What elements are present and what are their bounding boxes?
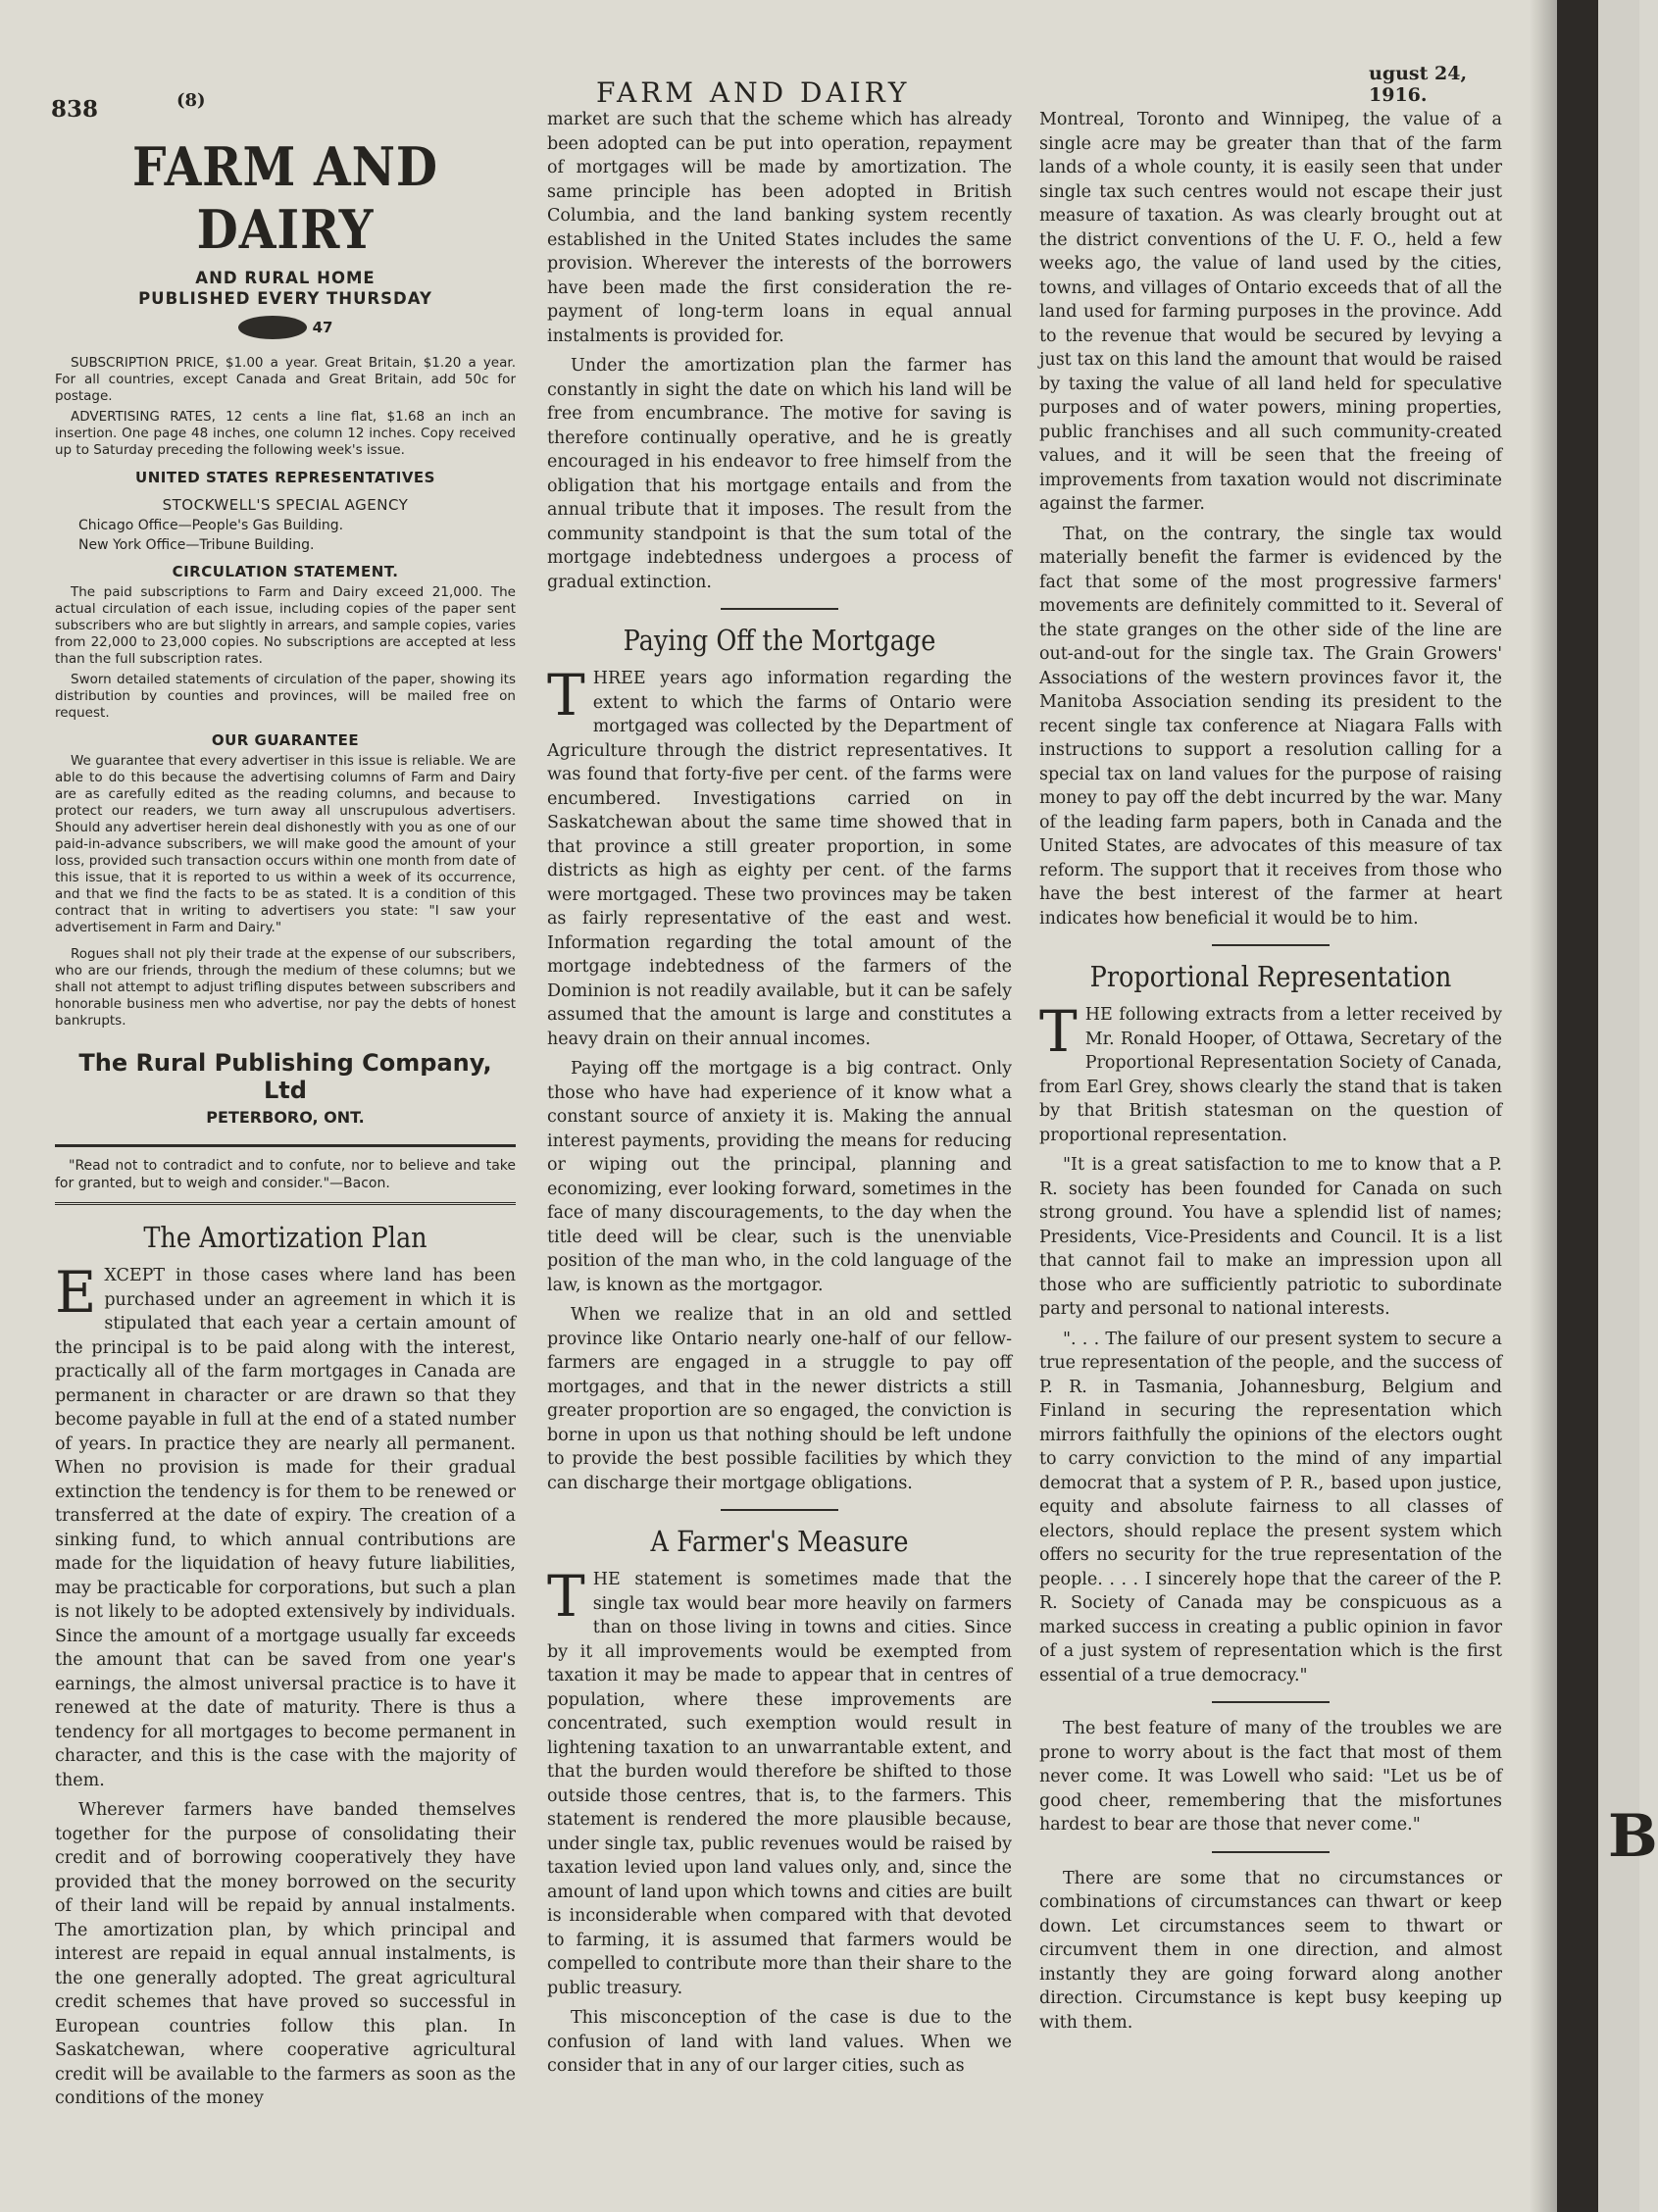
circulation-statement: The paid subscriptions to Farm and Dairy exceed 21,000. The actual circulation of each issue, including copies of the paper sent subscribers who are but slightly in arrears, and sample copies, varies from 22,000 to 23,000 copies. No subscriptions are accepted at less than the full subscription rates. [55,584,516,667]
binding-shadow [1530,0,1559,2212]
article-paragraph: ". . . The failure of our present system to secure a true representation of the people, and the success of P. R. in Tasmania, Johannesburg, Belgium and Finland in securing the representation which mirrors faithfully the opinions of the electors ought to carry conviction to the mind of any impartial democrat that a system of P. R., based upon justice, equity and absolute fairness to all classes of electors, should replace the present system which offers no security for the true representation of the people. . . . I sincerely hope that the career of the P. R. Society of Canada may be conspicuous as a marked success in creating a public opinion in favor of a just system of representation which is the first essential of a true democracy." [1039,1329,1502,1685]
oval-seal-icon [238,316,307,339]
column-left [55,108,516,2117]
article-paragraph: market are such that the scheme which has already been adopted can be put into operation, repayment of mortgages will be made by amortization. The same principle has been adopted in British Columbia, and the land banking system recently established in the United States includes the same provision. Wherever the interests of the borrowers have been made the first consideration the re-payment of long-term loans in equal annual instalments is provided for. [547,110,1012,346]
article-paragraph: THE following extracts from a letter received by Mr. Ronald Hooper, of Ottawa, Secretary of the Proportional Representation Society of Canada, from Earl Grey, shows clearly the stand that is taken by that British statesman on the question of proportional representation. [1039,998,1502,1145]
subscription-price: SUBSCRIPTION PRICE, $1.00 a year. Great Britain, $1.20 a year. For all countries, except Canada and Great Britain, add 50c for postage. [55,355,516,404]
divider [1212,1851,1330,1853]
divider [1212,1701,1330,1703]
article-paragraph: THE statement is sometimes made that the single tax would bear more heavily on farmers than on those living in towns and cities. Since by it all improvements would be exempted from taxation it may be made to appear that in centres of population, where these improvements are concentrated, such exemption would result in lightening taxation to an unwarrantable extent, and that the burden would therefore be shifted to those outside those centres, that is, to the farmers. This statement is rendered the more plausible because, under single tax, public revenues would be raised by taxation levied upon land values only, and, since the amount of land upon which towns and cities are built is inconsiderable when compared with that devoted to farming, it is assumed that farmers would be compelled to contribute more than their share to the public treasury. [547,1563,1012,1998]
publisher-name: The Rural Publishing Company, Ltd [78,1049,492,1104]
circulation-heading: CIRCULATION STATEMENT. [172,563,399,580]
masthead-seal [55,316,516,345]
us-representatives-heading: UNITED STATES REPRESENTATIVES [135,469,435,486]
filler-paragraph-troubles: The best feature of many of the troubles we are prone to worry about is the fact that most of them never come. It was Lowell who said: "Let us be of good cheer, remembering that the misfortunes hardest to bear are those that never come." [1039,1719,1502,1835]
divider [55,1202,516,1207]
article-paragraph: "It is a great satisfaction to me to know that a P. R. society has been founded for Canada on such strong ground. You have a splendid list of names; Presidents, Vice-Presidents and Council. It is a list that cannot fail to make an impression upon all those who are sufficiently patriotic to subordinate party and personal to national interests. [1039,1155,1502,1319]
article-title-measure: A Farmer's Measure [650,1525,909,1558]
filler-paragraph-circumstances: There are some that no circumstances or combinations of circumstances can thwart or keep down. Let circumstances seem to thwart or circumvent them in one direction, and almost instantly they are going forward along another direction. Circumstance is kept busy keeping up with them. [1039,1868,1502,2033]
article-title-amortization: The Amortization Plan [143,1221,427,1254]
page-number: 838 [51,96,99,123]
section-page-number: (8) [176,90,206,111]
agency-name: STOCKWELL'S SPECIAL AGENCY [162,496,409,514]
article-paragraph: Under the amortization plan the farmer has constantly in sight the date on which his land will be free from encumbrance. The motive for saving is therefore continually operative, and he is greatly encouraged in his endeavor to free himself from the obligation that his mortgage entails and from the annual tribute that it imposes. The result from the community standpoint is that the sum total of the mortgage indebtedness undergoes a process of gradual extinction. [547,356,1012,592]
drop-cap: T [1039,998,1078,1065]
rogues-notice: Rogues shall not ply their trade at the expense of our subscribers, who are our friends, through the medium of these columns; but we shall not attempt to adjust trifling disputes between subscribers and honorable business men who advertise, nor pay the debts of honest bankrupts. [55,946,516,1029]
divider [1212,944,1330,946]
article-paragraph: Wherever farmers have banded themselves together for the purpose of consolidating their credit and of borrowing cooperatively they have provided that the money borrowed on the security of their land will be repaid by annual instalments. The amortization plan, by which principal and interest are repaid in equal annual instalments, is the one generally adopted. The great agricultural credit schemes that have proved so successful in European countries follow this plan. In Saskatchewan, where cooperative agricultural credit will be available to the farmers as soon as the conditions of the money [55,1800,516,2108]
adjacent-page-strip [1598,0,1639,2212]
sworn-statement: Sworn detailed statements of circulation of the paper, showing its distribution by counties and provinces, will be mailed free on request. [55,672,516,721]
bacon-quote: "Read not to contradict and to confute, nor to believe and take for granted, but to weigh and consider."—Bacon. [55,1158,516,1191]
publisher-place: PETERBORO, ONT. [206,1108,365,1127]
divider [55,1144,516,1147]
drop-cap: E [55,1259,97,1326]
issue-date: ugust 24, 1916. [1369,63,1468,106]
article-paragraph: This misconception of the case is due to the confusion of land with land values. When we consider that in any of our larger cities, such as [547,2008,1012,2076]
adjacent-page-letter: B [1608,1802,1658,1871]
masthead-title: FARM AND DAIRY [132,135,438,261]
chicago-office: Chicago Office—People's Gas Building. [78,518,344,533]
divider [721,608,838,610]
article-paragraph: When we realize that in an old and settled province like Ontario nearly one-half of our fellow-farmers are engaged in a struggle to pay off mortgages, and that in the newer districts a still greater proportion are so engaged, the conviction is borne in upon us that nothing should be left undone to provide the best possible facilities by which they can discharge their mortgage obligations. [547,1305,1012,1493]
article-paragraph: EXCEPT in those cases where land has been purchased under an agreement in which it is stipulated that each year a certain amount of the principal is to be paid along with the interest, practically all of the farm mortgages in Canada are permanent in character or are drawn so that they become payable in full at the end of a stated number of years. In practice they are nearly all permanent. When no provision is made for their gradual extinction the tendency is for them to be renewed or transferred at the date of expiry. The creation of a sinking fund, to which annual contributions are made for the liquidation of heavy future liabilities, may be practicable for corporations, but such a plan is not likely to be adopted extensively by individuals. Since the amount of a mortgage usually far exceeds the amount that can be saved from one year's earnings, the almost universal practice is to have it renewed at the date of maturity. There is thus a tendency for all mortgages to become permanent in character, and this is the case with the majority of them. [55,1259,516,1790]
masthead-frequency: PUBLISHED EVERY THURSDAY [138,289,432,308]
article-title-proportional: Proportional Representation [1089,960,1452,993]
article-title-mortgage: Paying Off the Mortgage [623,624,936,657]
drop-cap: T [547,1563,585,1630]
divider [721,1509,838,1511]
running-title: FARM AND DAIRY [596,76,911,109]
article-paragraph: Montreal, Toronto and Winnipeg, the value of a single acre may be greater than that of the farm lands of a whole county, it is easily seen that under single tax such centres would not escape their just measure of taxation. As was clearly brought out at the district conventions of the U. F. O., held a few weeks ago, the value of land used by the cities, towns, and villages of Ontario exceeds that of all the land used for farming purposes in the province. Add to the revenue that would be secured by levying a just tax on this land the amount that would be raised by taxing the value of all land held for speculative purposes and of water powers, mining properties, public franchises and all such community-created values, and it will be seen that the freeing of improvements from taxation would not discriminate against the farmer. [1039,110,1502,514]
article-paragraph: That, on the contrary, the single tax would materially benefit the farmer is evidenced by the fact that some of the most progressive farmers' movements are definitely committed to it. Several of the state granges on the other side of the line are out-and-out for the single tax. The Grain Growers' Associations of the western provinces favor it, the Manitoba Association sending its president to the recent single tax conference at Niagara Falls with instructions to support a resolution calling for a special tax on land values for the purpose of raising money to pay off the debt incurred by the war. Many of the leading farm papers, both in Canada and the United States, are advocates of this measure of tax reform. The support that it receives from those who have the best interest of the farmer at heart indicates how beneficial it would be to him. [1039,524,1502,929]
guarantee-heading: OUR GUARANTEE [211,731,360,749]
advertising-rates: ADVERTISING RATES, 12 cents a line flat, $1.68 an inch an insertion. One page 48 inches, one column 12 inches. Copy received up to Saturday preceding the following week's issue. [55,409,516,458]
column-right [1039,108,1502,2040]
newyork-office: New York Office—Tribune Building. [78,537,315,553]
drop-cap: T [547,662,585,729]
seal-number: 47 [312,319,333,336]
column-middle [547,108,1012,2085]
page-header [47,63,1498,123]
guarantee-text: We guarantee that every advertiser in this issue is reliable. We are able to do this because the advertising columns of Farm and Dairy are as carefully edited as the reading columns, and because to protect our readers, we turn away all unscrupulous advertisers. Should any advertiser herein deal dishonestly with you as one of our paid-in-advance subscribers, we will make good the amount of your loss, provided such transaction occurs within one month from date of this issue, that it is reported to us within a week of its occurrence, and that we find the facts to be as stated. It is a condition of this contract that in writing to advertisers you state: "I saw your advertisement in Farm and Dairy." [55,753,516,935]
article-paragraph: Paying off the mortgage is a big contract. Only those who have had experience of it know what a constant source of anxiety it is. Making the annual interest payments, providing the means for reducing or wiping out the principal, planning and economizing, ever looking forward, sometimes in the face of many discouragements, to the day when the title deed will be clear, such is the unenviable position of the man who, in the cold language of the law, is known as the mortgagor. [547,1059,1012,1295]
masthead-subtitle: AND RURAL HOME [195,269,376,287]
article-paragraph: THREE years ago information regarding the extent to which the farms of Ontario were mortgaged was collected by the Department of Agriculture through the district representatives. It was found that forty-five per cent. of the farms were encumbered. Investigations carried on in Saskatchewan about the same time showed that in that province a still greater proportion, in some districts as high as eighty per cent. of the farms were mortgaged. These two provinces may be taken as fairly representative of the east and west. Information regarding the total amount of the mortgage indebtedness of the farmers of the Dominion is not readily available, but it can be safely assumed that the amount is large and constitutes a heavy drain on their annual incomes. [547,662,1012,1049]
